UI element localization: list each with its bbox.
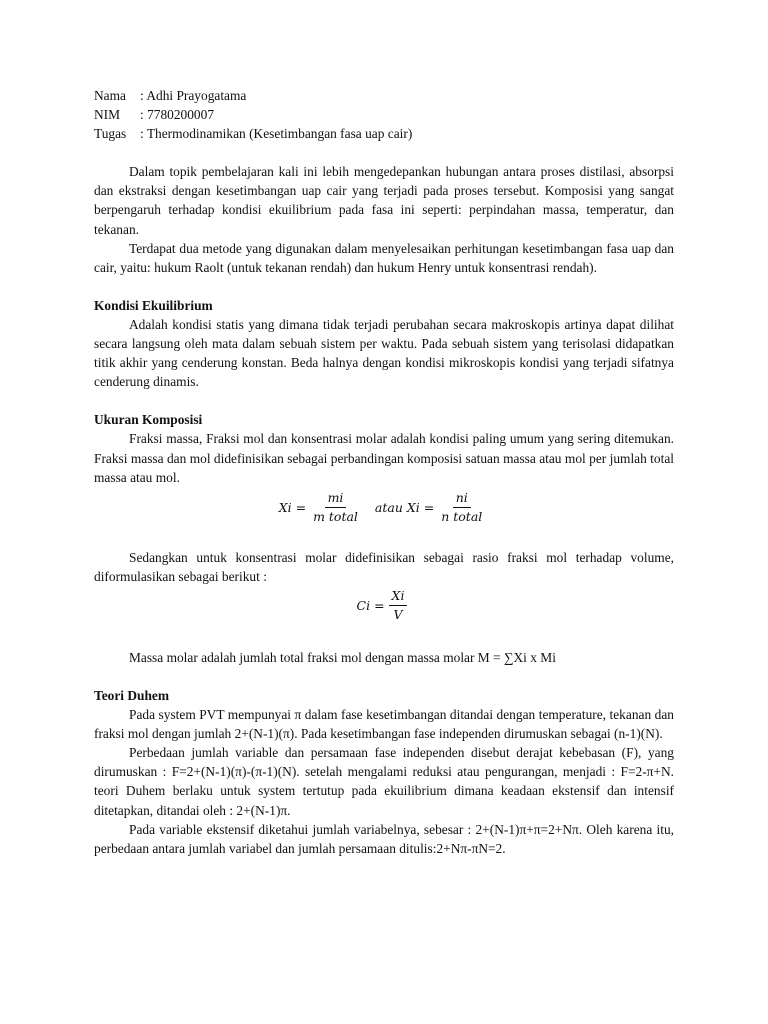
komposisi-paragraph-3 [94,648,674,667]
ekuilibrium-paragraph: Adalah kondisi statis yang dimana tidak terjadi perubahan secara makroskopis artinya dapat dilihat secara langsung oleh mata dalam sebuah sistem per waktu. Pada sebuah sistem yang terisolasi didapatkan titik akhir yang cenderung konstan. Beda halnya dengan kondisi mikroskopis kondisi yang terjadi sifatnya cenderung dinamis. [94,316,674,390]
fraction-denominator: n total [441,509,483,525]
identity-value: : Thermodinamikan (Kesetimbangan fasa uap cair) [140,126,413,142]
fraction-numerator: mi [325,490,347,508]
identity-row-tugas [94,124,674,143]
fraction-konsentrasi [389,588,408,623]
identity-key: NIM [94,107,121,123]
fraction-numerator: ni [453,490,471,508]
massa-molar-formula: Xi x Mi [513,649,556,665]
intro-paragraph-2: Terdapat dua metode yang digunakan dalam menyelesaikan perhitungan kesetimbangan fasa uap dan cair, yaitu: hukum Raolt (untuk tekanan rendah) dan hukum Henry untuk konsentrasi rendah). [94,240,674,275]
equation-middle: atau Xi = [374,500,435,516]
equation-konsentrasi [94,586,674,626]
identity-key: Tugas [94,126,127,142]
equation-fraksi [94,487,674,529]
identity-row-name [94,86,674,105]
equation-lhs: Ci = [356,598,385,614]
sigma-symbol: ∑ [503,649,514,665]
fraction-numerator: Xi [389,588,408,606]
intro-paragraph-1: Dalam topik pembelajaran kali ini lebih mengedepankan hubungan antara proses distilasi, absorpsi dan ekstraksi dengan kesetimbangan uap cair yang terjadi pada proses tersebut. Komposisi yang sangat berpengaruh terhadap kondisi ekuilibrium pada fasa ini seperti: perpindahan massa, temperatur, dan tekanan. [94,164,674,237]
komposisi-paragraph-1: Fraksi massa, Fraksi mol dan konsentrasi molar adalah kondisi paling umum yang sering ditemukan. Fraksi massa dan mol didefinisikan sebagai perbandingan komposisi satuan massa atau mol per jumlah total massa atau mol. [94,431,674,485]
duhem-paragraph-3: Pada variable ekstensif diketahui jumlah variabelnya, sebesar : 2+(N-1)π+π=2+Nπ. Oleh karena itu, perbedaan antara jumlah variabel dan jumlah persamaan ditulis:2+Nπ-πN=2. [94,821,674,856]
fraction-denominator: m total [313,509,358,525]
document-page [94,86,674,858]
heading-ukuran-komposisi: Ukuran Komposisi [94,412,203,428]
duhem-paragraph-1: Pada system PVT mempunyai π dalam fase kesetimbangan ditandai dengan temperature, tekanan dan fraksi mol dengan jumlah 2+(N-1)(π). Pada kesetimbangan fase independen dirumuskan sebagai (n-1)(N). [94,707,674,742]
identity-value: : 7780200007 [140,107,215,123]
fraction-mass [310,490,361,525]
fraction-denominator: V [393,607,403,623]
identity-row-nim [94,105,674,124]
identity-key: Nama [94,88,126,103]
heading-kondisi-ekuilibrium: Kondisi Ekuilibrium [94,297,213,313]
fraction-mol [438,490,485,525]
heading-teori-duhem: Teori Duhem [94,687,170,703]
equation-lhs: Xi = [278,500,307,516]
identity-block [94,86,674,143]
komposisi-paragraph-2: Sedangkan untuk konsentrasi molar didefinisikan sebagai rasio fraksi mol terhadap volume, diformulasikan sebagai berikut : [94,549,674,584]
massa-molar-text: Massa molar adalah jumlah total fraksi mol dengan massa molar M = [129,649,504,665]
identity-value: : Adhi Prayogatama [140,88,247,103]
duhem-paragraph-2: Perbedaan jumlah variable dan persamaan fase independen disebut derajat kebebasan (F), yang dirumuskan : F=2+(N-1)(π)-(π-1)(N). setelah mengalami reduksi atau pengurangan, menjadi : F=2-π+N. teori Duhem berlaku untuk system tertutup pada ekuilibrium dimana keadaan ekstensif dan intensif ditetapkan, ditandai oleh : 2+(N-1)π. [94,745,674,818]
